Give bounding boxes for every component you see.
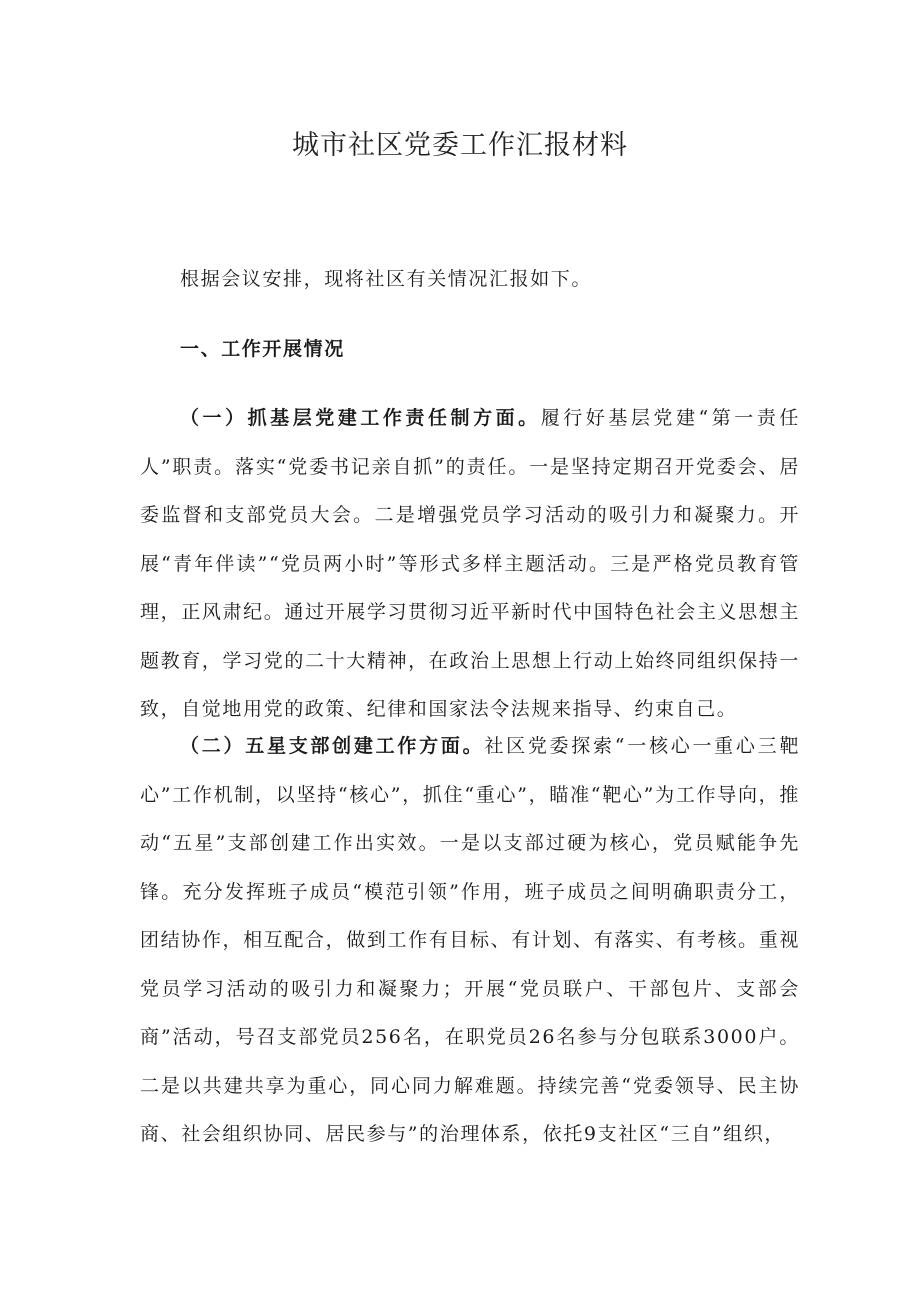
document-title: 城市社区党委工作汇报材料 [292, 130, 628, 161]
section-heading: 一、工作开展情况 [180, 338, 345, 360]
section-1-body: 履行好基层党建“第一责任人”职责。落实“党委书记亲自抓”的责任。一是坚持定期召开党委会、居委监督和支部党员大会。二是增强党员学习活动的吸引力和凝聚力。开展“青年伴读”“党员两小时”等形式多样主题活动。三是严格党员教育管理，正风肃纪。通过开展学习贯彻习近平新时代中国特色社会主义思想主题教育，学习党的二十大精神，在政治上思想上行动上始终同组织保持一致，自觉地用党的政策、纪律和国家法令法规来指导、约束自己。 [140, 407, 800, 720]
section-2-lead: （二）五星支部创建工作方面。 [180, 735, 485, 757]
section-2-paragraph [140, 722, 800, 1159]
section-2-body: 社区党委探索“一核心一重心三靶心”工作机制，以坚持“核心”，抓住“重心”，瞄准“靶心”为工作导向，推动“五星”支部创建工作出实效。一是以支部过硬为核心，党员赋能争先锋。充分发挥班子成员“模范引领”作用，班子成员之间明确职责分工，团结协作，相互配合，做到工作有目标、有计划、有落实、有考核。重视党员学习活动的吸引力和凝聚力；开展“党员联户、干部包片、支部会商”活动，号召支部党员256名，在职党员26名参与分包联系3000户。二是以共建共享为重心，同心同力解难题。持续完善“党委领导、民主协商、社会组织协同、居民参与”的治理体系，依托9支社区“三自”组织， [140, 735, 800, 1145]
section-1-paragraph [140, 394, 800, 734]
section-1-lead: （一）抓基层党建工作责任制方面。 [180, 407, 541, 429]
intro-paragraph: 根据会议安排，现将社区有关情况汇报如下。 [180, 268, 593, 290]
